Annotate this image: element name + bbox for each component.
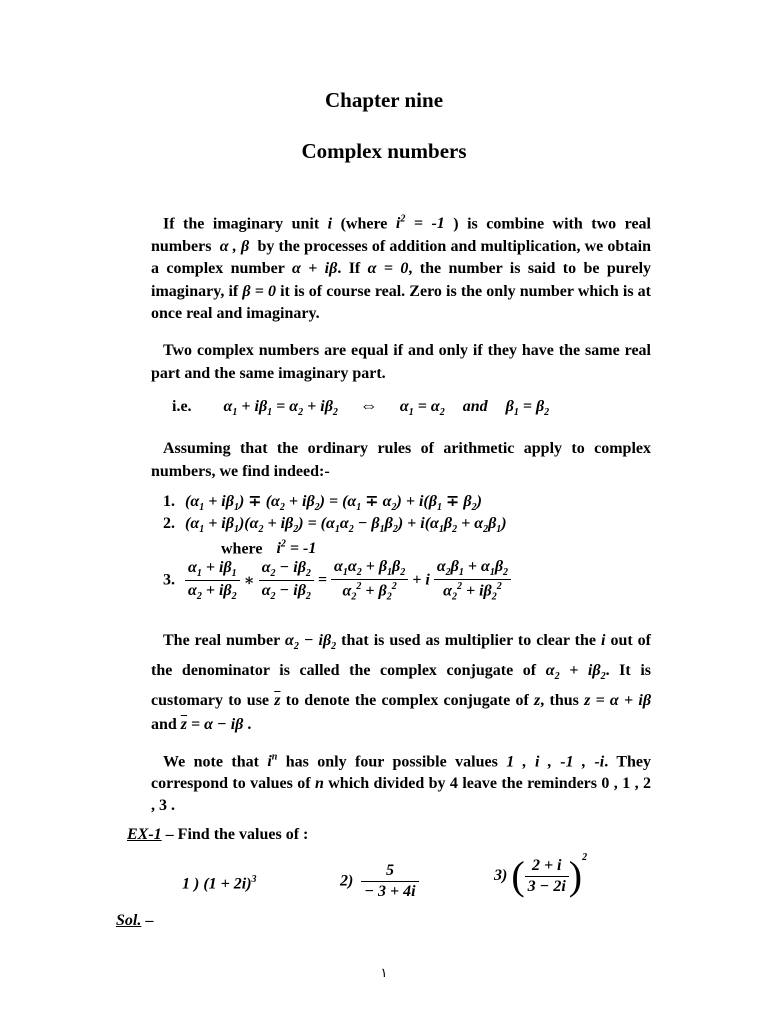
intro-paragraph: If the imaginary unit i (where $i^2 = -1$ ) is combine with two real numbers α , β by the processes of addition and multiplication, we obtain a complex number α + iβ. If α = 0, the number is said to be purely imaginary, if β = 0 it is of course real. Zero is the only number which is at once real and imaginary. (151, 214, 652, 323)
equality-real: $\alpha_1 = \alpha_2$ (399, 398, 445, 419)
rule-3-formula: $\frac{\alpha_1 + i\beta_1}{\alpha_2 + i\beta_2}$ ∗ $\frac{\alpha_2 - i\beta_2}{\alpha_2 - i\beta_2}$ = $\frac{\alpha_1\alpha_2 + \beta_1\beta_2}{\alpha_2^2 + \beta_2^2}$ + i $\frac{\alpha_2\beta_1 + \alpha_1\beta_2}{\alpha_2^2 + i\beta_2^2}$ (185, 571, 511, 588)
rule-3: 3. $\frac{\alpha_1 + i\beta_1}{\alpha_2 + i\beta_2}$ ∗ $\frac{\alpha_2 - i\beta_2}{\alpha_2 - i\beta_2}$ = $\frac{\alpha_1\alpha_2 + \beta_1\beta_2}{\alpha_2^2 + \beta_2^2}$ + i $\frac{\alpha_2\beta_1 + \alpha_1\beta_2}{\alpha_2^2 + i\beta_2^2}$ (163, 558, 511, 603)
rule-1-formula: $(\alpha_1 + i\beta_1) \mp (\alpha_2 + i\beta_2) = (\alpha_1 \mp \alpha_2) + i(\beta_1 \mp \beta_2)$ (185, 493, 482, 514)
math-i-squared: $i^2 = -1$ (395, 214, 445, 233)
conjugate-paragraph: The real number $\alpha_2 - i\beta_2$ that is used as multiplier to clear the i out of the denominator is called the complex conjugate of $\alpha_2 + i\beta_2$. It is customary to use $\overline{z}$ to denote the complex conjugate of z, thus z = α + iβ and $\overline{z} = \alpha - i\beta$ . (151, 632, 652, 734)
math-z-bar: $\overline{z}$ (274, 692, 281, 710)
and-word: and (462, 398, 488, 415)
math-alpha-beta: α , β (215, 237, 254, 255)
where-note: where $i^2 = -1$ (221, 539, 317, 558)
section-title: Complex numbers (301, 139, 467, 163)
equality-paragraph: Two complex numbers are equal if and only if they have the same real part and the same imaginary part. (151, 342, 651, 382)
example-heading: EX-1 – Find the values of : (127, 826, 309, 843)
math-n: n (314, 775, 324, 793)
rule-1: 1. $(\alpha_1 + i\beta_1) \mp (\alpha_2 + i\beta_2) = (\alpha_1 \mp \alpha_2) + i(\beta_1 \mp \beta_2)$ (163, 493, 482, 514)
ie-label: i.e. (172, 398, 192, 415)
math-i-2: i (601, 632, 606, 649)
math-denominator: $\alpha_2 + i\beta_2$ (545, 662, 606, 683)
equality-imag: $\beta_1 = \beta_2$ (505, 398, 550, 419)
example-item-3: 3) ( $\frac{2 + i}{3 - 2i}$ )$^2$ (494, 852, 588, 898)
rule-2: 2. $(\alpha_1 + i\beta_1)(\alpha_2 + i\beta_2) = (\alpha_1\alpha_2 - \beta_1\beta_2) + i(\alpha_1\beta_2 + \alpha_2\beta_1)$ (163, 515, 507, 536)
math-z-definition: z = α + iβ (584, 692, 652, 710)
page-number: ١ (380, 965, 388, 980)
math-i: i (327, 215, 333, 233)
arithmetic-paragraph: Assuming that the ordinary rules of arithmetic apply to complex numbers, we find indeed:- (151, 440, 651, 480)
math-i-powers: 1 , i , -1 , -i (506, 753, 605, 771)
example-item-2: 2) $\frac{5}{- 3 + 4i}$ (340, 862, 419, 901)
math-z: z (534, 692, 541, 710)
rule-2-formula: $(\alpha_1 + i\beta_1)(\alpha_2 + i\beta_2) = (\alpha_1\alpha_2 - \beta_1\beta_2) + i(\alpha_1\beta_2 + \alpha_2\beta_1)$ (185, 515, 507, 536)
powers-paragraph: We note that $i^n$ has only four possible values 1 , i , -1 , -i. They correspond to values of n which divided by 4 leave the reminders 0 , 1 , 2 , 3 . (151, 752, 652, 815)
chapter-title: Chapter nine (324, 88, 444, 112)
math-i-n: $i^n$ (267, 752, 278, 771)
math-conjugate-multiplier: $\alpha_2 - i\beta_2$ (284, 632, 337, 653)
equality-lhs: $\alpha_1 + i\beta_1 = \alpha_2 + i\beta_2$ (223, 398, 338, 419)
example-label: EX-1 (127, 826, 162, 843)
solution-label: Sol. – (116, 912, 154, 929)
math-beta-zero: β = 0 (242, 282, 276, 300)
math-alpha-zero: α = 0 (367, 260, 409, 278)
remainder-values: 0 , 1 , 2 , 3 . (151, 775, 651, 815)
example-item-1: 1 ) $(1 + 2i)^3$ (182, 874, 257, 893)
math-alpha-plus-ibeta: α + iβ (291, 260, 338, 278)
equality-statement (172, 395, 549, 418)
iff-arrow-icon: ⇔ (359, 395, 378, 415)
math-z-bar-definition: $\overline{z} = \alpha - i\beta$ (180, 716, 244, 734)
where-formula: $i^2 = -1$ (276, 539, 317, 558)
